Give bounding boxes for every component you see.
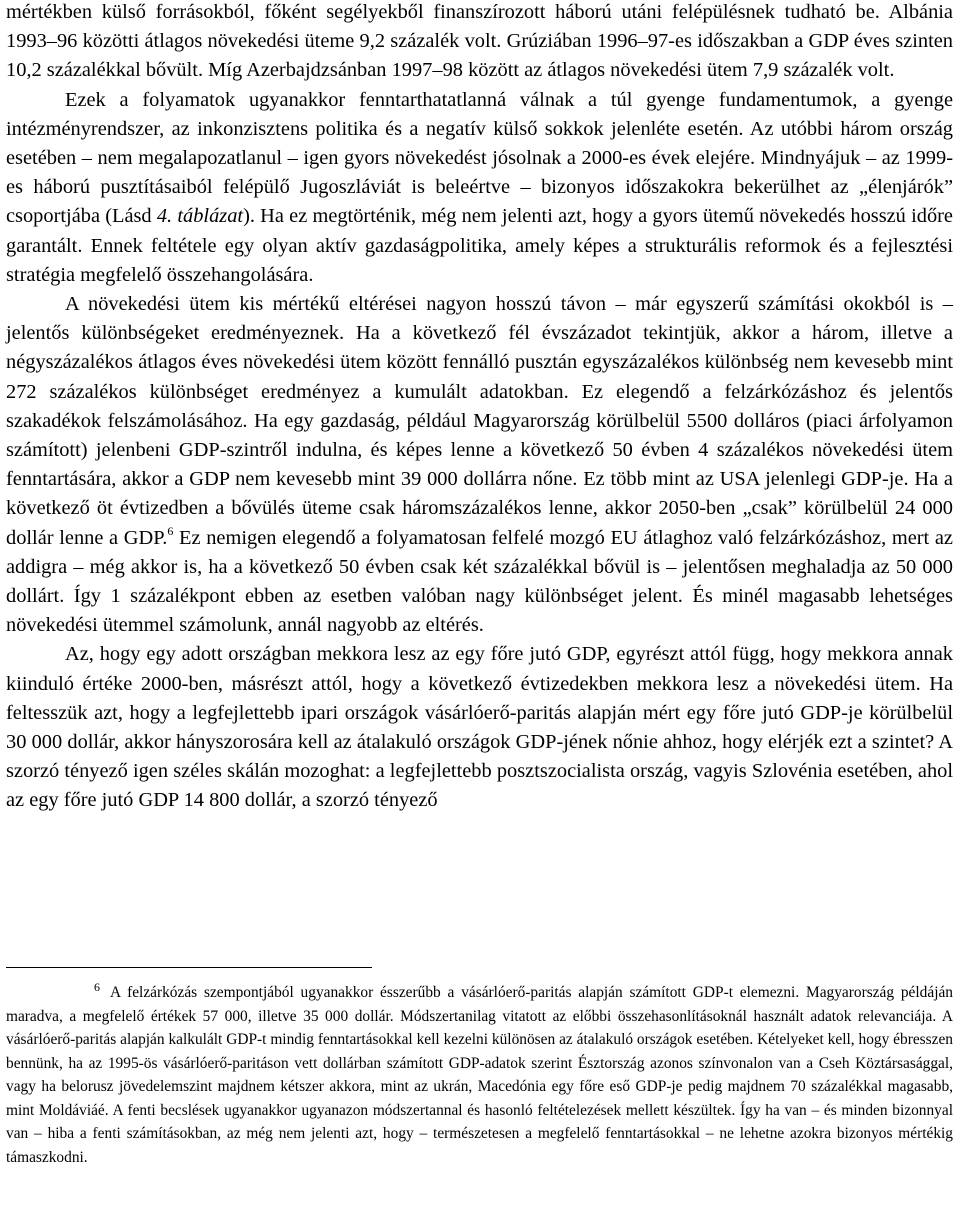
paragraph-2 [6,86,953,290]
paragraph-2-text-b: ). Ha ez megtörténik, még nem jelenti azt, hogy a gyors ütemű növekedés hosszú időre garantált. Ennek feltétele egy olyan aktív gazdaságpolitika, amely képes a strukturális reformok és a fejlesztési stratégia megfelelő összehangolására. [6,205,953,286]
paragraph-1 [6,0,953,86]
paragraph-1-text: mértékben külső forrásokból, főként segélyekből finanszírozott háború utáni felépülésnek tudható be. Albánia 1993–96 közötti átlagos növekedési üteme 9,2 százalék volt. Grúziában 1996–97-es időszakban a GDP éves szinten 10,2 százalékkal bővült. Míg Azerbajdzsánban 1997–98 között az átlagos növekedési ütem 7,9 százalék volt. [6,1,953,82]
paragraph-4-text: Az, hogy egy adott országban mekkora lesz az egy főre jutó GDP, egyrészt attól függ, hogy mekkora annak kiinduló értéke 2000-ben, másrészt attól, hogy a következő évtizedekben mekkora lesz a növekedési ütem. Ha feltesszük azt, hogy a legfejlettebb ipari országok vásárlóerő-paritás alapján mért egy főre jutó GDP-je körülbelül 30 000 dollár, akkor hányszorosára kell az átalakuló országok GDP-jének nőnie ahhoz, hogy elérjék ezt a szintet? A szorzó tényező igen széles skálán mozoghat: a legfejlettebb posztszocialista ország, vagyis Szlovénia esetében, ahol az egy főre jutó GDP 14 800 dollár, a szorzó tényező [6,643,953,812]
paragraph-3-text-b: Ez nemigen elegendő a folyamatosan felfelé mozgó EU átlaghoz való felzárkózáshoz, mert az addigra – még akkor is, ha a következő 50 évben csak két százalékkal bővül is – jelentősen meghaladja az 50 000 dollárt. Így 1 százalékpont ebben az esetben valóban nagy különbséget jelent. És minél magasabb lehetséges növekedési ütemmel számolunk, annál nagyobb az eltérés. [6,526,953,637]
footnote: 6 A felzárkózás szempontjából ugyanakkor ésszerűbb a vásárlóerő-paritás alapján számított GDP-t elemezni. Magyarország példáján maradva, a megfelelő értékek 57 000, illetve 35 000 dollár. Módszertanilag vitatott az előbbi összehasonlításoknál használt adatok relevanciája. A vásárlóerő-paritás alapján kalkulált GDP-t mindig fenntartásokkal kell kezelni különösen az átalakuló országok esetében. Kételyeket kell, hogy ébresszen bennünk, ha az 1995-ös vásárlóerő-paritáson vett dollárban számított GDP-adatok szerint Észtország azonos színvonalon van a Cseh Köztársasággal, vagy ha belorusz jövedelemszint majdnem kétszer akkora, mint az ukrán, Macedónia egy főre eső GDP-je pedig majdnem 70 százalékkal magasabb, mint Moldáviáé. A fenti becslések ugyanakkor ugyanazon módszertannal és hasonló feltételezések mellett készültek. Így ha van – és minden bizonnyal van – hiba a fenti számításokban, az még nem jelenti azt, hogy – természetesen a megfelelő fenntartásokkal – ne lehetne azokra bizonyos mértékig támaszkodni. [6,980,953,1166]
paragraph-2-text-a: Ezek a folyamatok ugyanakkor fenntarthatatlanná válnak a túl gyenge fundamentumok, a gyenge intézményrendszer, az inkonzisztens politika és a negatív külső sokkok jelenléte esetén. Az utóbbi három ország esetében – nem megalapozatlanul – igen gyors növekedést jósolnak a 2000-es évek elejére. Mindnyájuk – az 1999-es háború pusztításaiból felépülő Jugoszláviát is beleértve – bizonyos időszakokra bekerülhet az „élenjárók” csoportjába (Lásd [6,88,953,228]
document-page [6,0,953,816]
footnote-reference[interactable]: 6 [167,523,174,538]
paragraph-3-text-a: A növekedési ütem kis mértékű eltérései nagyon hosszú távon – már egyszerű számítási okokból is – jelentős különbségeket eredményeznek. Ha a következő fél évszázadot tekintjük, akkor a három, illetve a négyszázalékos átlagos éves növekedési ütem között fennálló pusztán egyszázalékos különbség nem kevesebb mint 272 százalékos különbséget eredményez a kumulált adatokban. Ez elegendő a felzárkózáshoz és jelentős szakadékok felszámolásához. Ha egy gazdaság, például Magyarország körülbelül 5500 dolláros (piaci árfolyamon számított) jelenbeni GDP-szintről indulna, és képes lenne a következő 50 évben 4 százalékos növekedési ütem fenntartására, akkor a GDP nem kevesebb mint 39 000 dollárra nőne. Ez több mint az USA jelenlegi GDP-je. Ha a következő öt évtizedben a bővülés üteme csak háromszázalékos lenne, akkor 2050-ben „csak” körülbelül 24 000 dollár lenne a GDP. [6,293,953,549]
table-reference: 4. táblázat [156,205,244,228]
paragraph-3 [6,290,953,640]
paragraph-4 [6,640,953,815]
footnote-text: A felzárkózás szempontjából ugyanakkor ésszerűbb a vásárlóerő-paritás alapján számított GDP-t elemezni. Magyarország példáján maradva, a megfelelő értékek 57 000, illetve 35 000 dollár. Módszertanilag vitatott az előbbi összehasonlításoknál használt adatok relevanciája. A vásárlóerő-paritás alapján kalkulált GDP-t mindig fenntartásokkal kell kezelni különösen az átalakuló országok esetében. Kételyeket kell, hogy ébresszen bennünk, ha az 1995-ös vásárlóerő-paritáson vett dollárban számított GDP-adatok szerint Észtország azonos színvonalon van a Cseh Köztársasággal, vagy ha belorusz jövedelemszint majdnem kétszer akkora, mint az ukrán, Macedónia egy főre eső GDP-je pedig majdnem 70 százalékkal magasabb, mint Moldáviáé. A fenti becslések ugyanakkor ugyanazon módszertannal és hasonló feltételezések mellett készültek. Így ha van – és minden bizonnyal van – hiba a fenti számításokban, az még nem jelenti azt, hogy – természetesen a megfelelő fenntartásokkal – ne lehetne azokra bizonyos mértékig támaszkodni. [6,984,953,1166]
footnote-separator [6,967,372,968]
